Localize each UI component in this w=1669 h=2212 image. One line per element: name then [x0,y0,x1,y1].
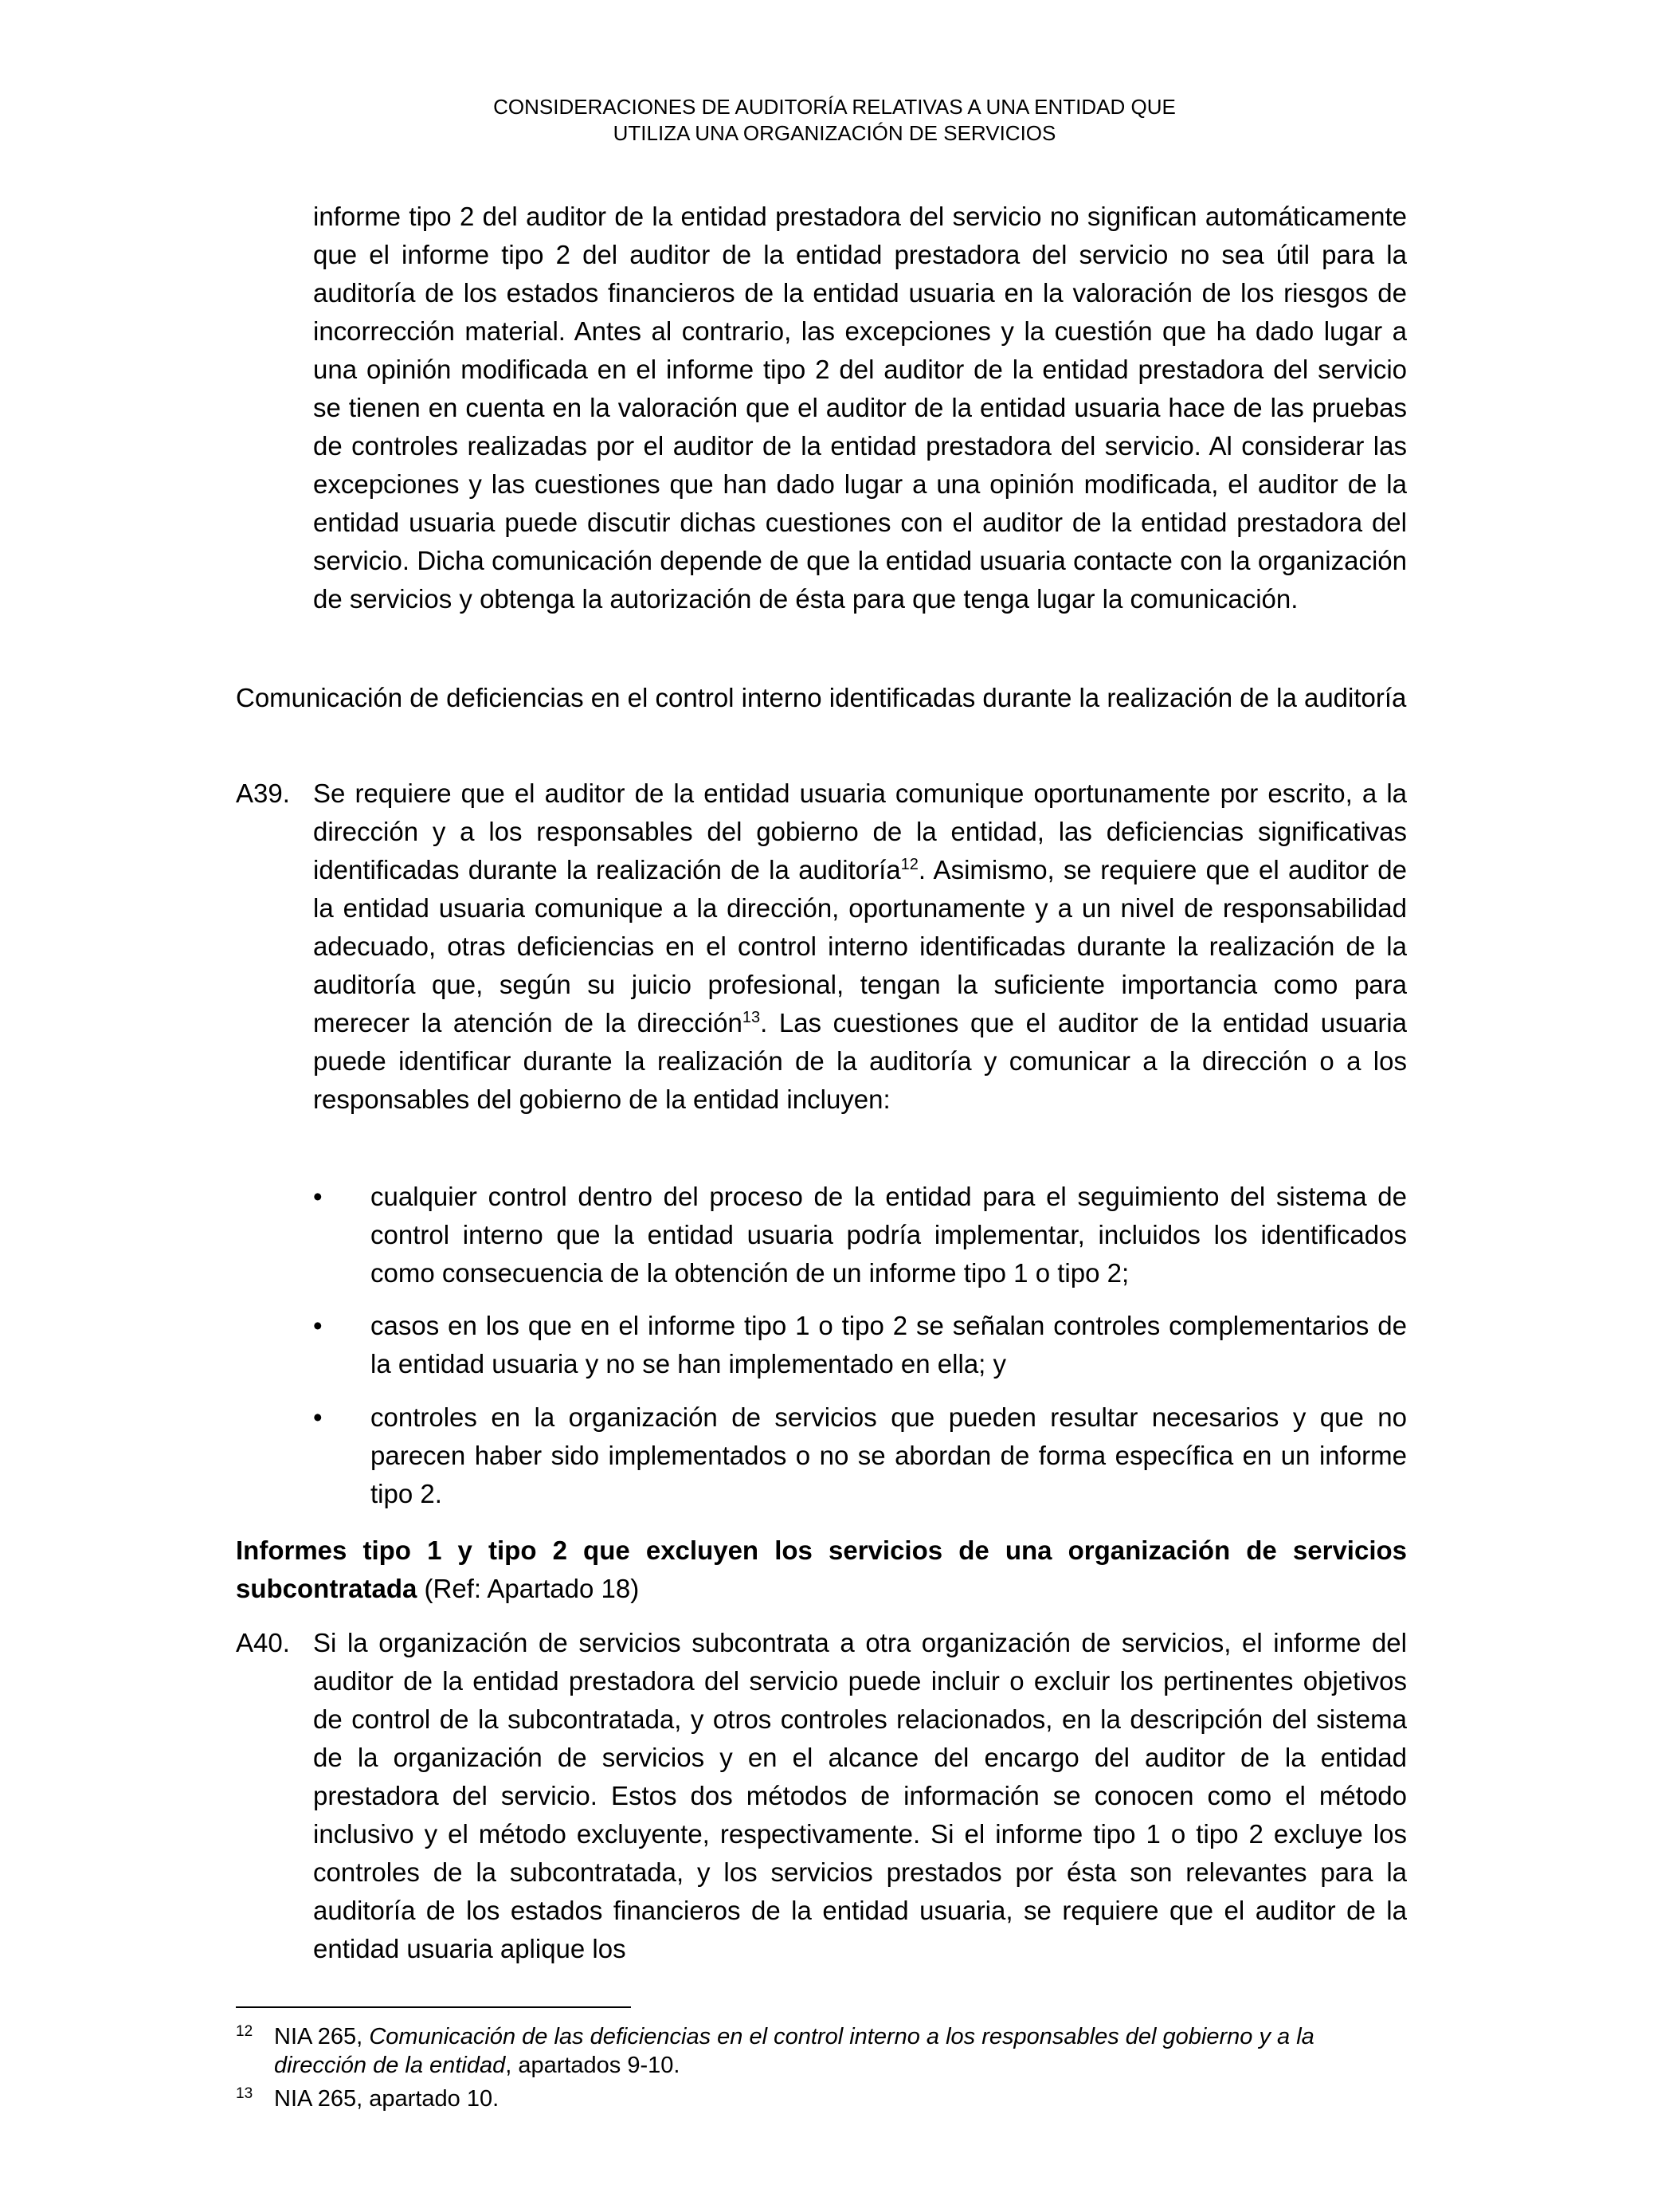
footnote-suffix: , apartados 9-10. [505,2053,680,2078]
list-item-text: casos en los que en el informe tipo 1 o tipo 2 se señalan controles complementarios de la entidad usuaria y no se han implementado en ella; y [370,1311,1407,1379]
footnote-ref-13: 13 [742,1009,761,1026]
footnote-prefix: NIA 265, [274,2024,370,2049]
section-heading-reference: (Ref: Apartado 18) [417,1574,640,1603]
section-heading-bold: Informes tipo 1 y tipo 2 que excluyen los servicios de una organización de servicios subcontratada [236,1535,1407,1603]
paragraph-text: . Las cuestiones que el auditor de la entidad usuaria puede identificar durante la realización de la auditoría y comunicar a la dirección o a los responsables del gobierno de la entidad incluyen: [313,1008,1407,1114]
header-line-1: CONSIDERACIONES DE AUDITORÍA RELATIVAS A UNA ENTIDAD QUE [493,95,1176,119]
paragraph-body: Si la organización de servicios subcontrata a otra organización de servicios, el informe del auditor de la entidad prestadora del servicio puede incluir o excluir los pertinentes objetivos de control de la subcontratada, y otros controles relacionados, en la descripción del sistema de la organización de servicios y en el alcance del encargo del auditor de la entidad prestadora del servicio. Estos dos métodos de información se conocen como el método inclusivo y el método excluyente, respectivamente. Si el informe tipo 1 o tipo 2 excluye los controles de la subcontratada, y los servicios prestados por ésta son relevantes para la auditoría de los estados financieros de la entidad usuaria, se requiere que el auditor de la entidad usuaria aplique los [313,1628,1407,1963]
list-item-text: cualquier control dentro del proceso de la entidad para el seguimiento del sistema de control interno que la entidad usuaria podría implementar, incluidos los identificados como consecuencia de la obtención de un informe tipo 1 o tipo 2; [370,1182,1407,1288]
paragraph-number: A40. [236,1628,290,1657]
bullet-marker: • [313,1182,323,1211]
paragraph-body [313,775,1407,1119]
continued-paragraph: informe tipo 2 del auditor de la entidad prestadora del servicio no significan automáticamente que el informe tipo 2 del auditor de la entidad prestadora del servicio no sea útil para la auditoría de los estados financieros de la entidad usuaria en la valoración de los riesgos de incorrección material. Antes al contrario, las excepciones y la cuestión que ha dado lugar a una opinión modificada en el informe tipo 2 del auditor de la entidad prestadora del servicio se tienen en cuenta en la valoración que el auditor de la entidad usuaria hace de las pruebas de controles realizadas por el auditor de la entidad prestadora del servicio. Al considerar las excepciones y las cuestiones que han dado lugar a una opinión modificada, el auditor de la entidad usuaria puede discutir dichas cuestiones con el auditor de la entidad prestadora del servicio. Dicha comunicación depende de que la entidad usuaria contacte con la organización de servicios y obtenga la autorización de ésta para que tenga lugar la comunicación. [313,202,1407,614]
header-line-2: UTILIZA UNA ORGANIZACIÓN DE SERVICIOS [613,120,1056,145]
bullet-marker: • [313,1311,323,1340]
paragraph-text: . Asimismo, se requiere que el auditor de la entidad usuaria comunique a la dirección, oportunamente y a un nivel de responsabilidad adecuado, otras deficiencias en el control interno identificadas durante la realización de la auditoría que, según su juicio profesional, tengan la suficiente importancia como para merecer la atención de la dirección [313,855,1407,1037]
footnote-title: Comunicación de las deficiencias en el control interno a los responsables del gobierno y a la dirección de la entidad [274,2024,1314,2078]
footnote-number: 12 [236,2023,253,2040]
list-item-text: controles en la organización de servicios que pueden resultar necesarios y que no parecen haber sido implementados o no se abordan de forma específica en un informe tipo 2. [370,1402,1407,1508]
page-header [0,94,1669,147]
footnote-text: NIA 265, apartado 10. [274,2086,500,2112]
paragraph-number: A39. [236,779,290,808]
footnote-number: 13 [236,2085,253,2102]
footnote-text [274,2022,1407,2080]
footnote-separator [236,2006,631,2008]
section-heading [236,1532,1407,1608]
bullet-marker: • [313,1402,323,1432]
footnote-ref-12: 12 [900,856,919,873]
section-subheading: Comunicación de deficiencias en el control interno identificadas durante la realización de la auditoría [236,683,1407,712]
paragraph-text: Se requiere que el auditor de la entidad usuaria comunique oportunamente por escrito, a la dirección y a los responsables del gobierno de la entidad, las deficiencias significativas identificadas durante la realización de la auditoría [313,779,1407,884]
